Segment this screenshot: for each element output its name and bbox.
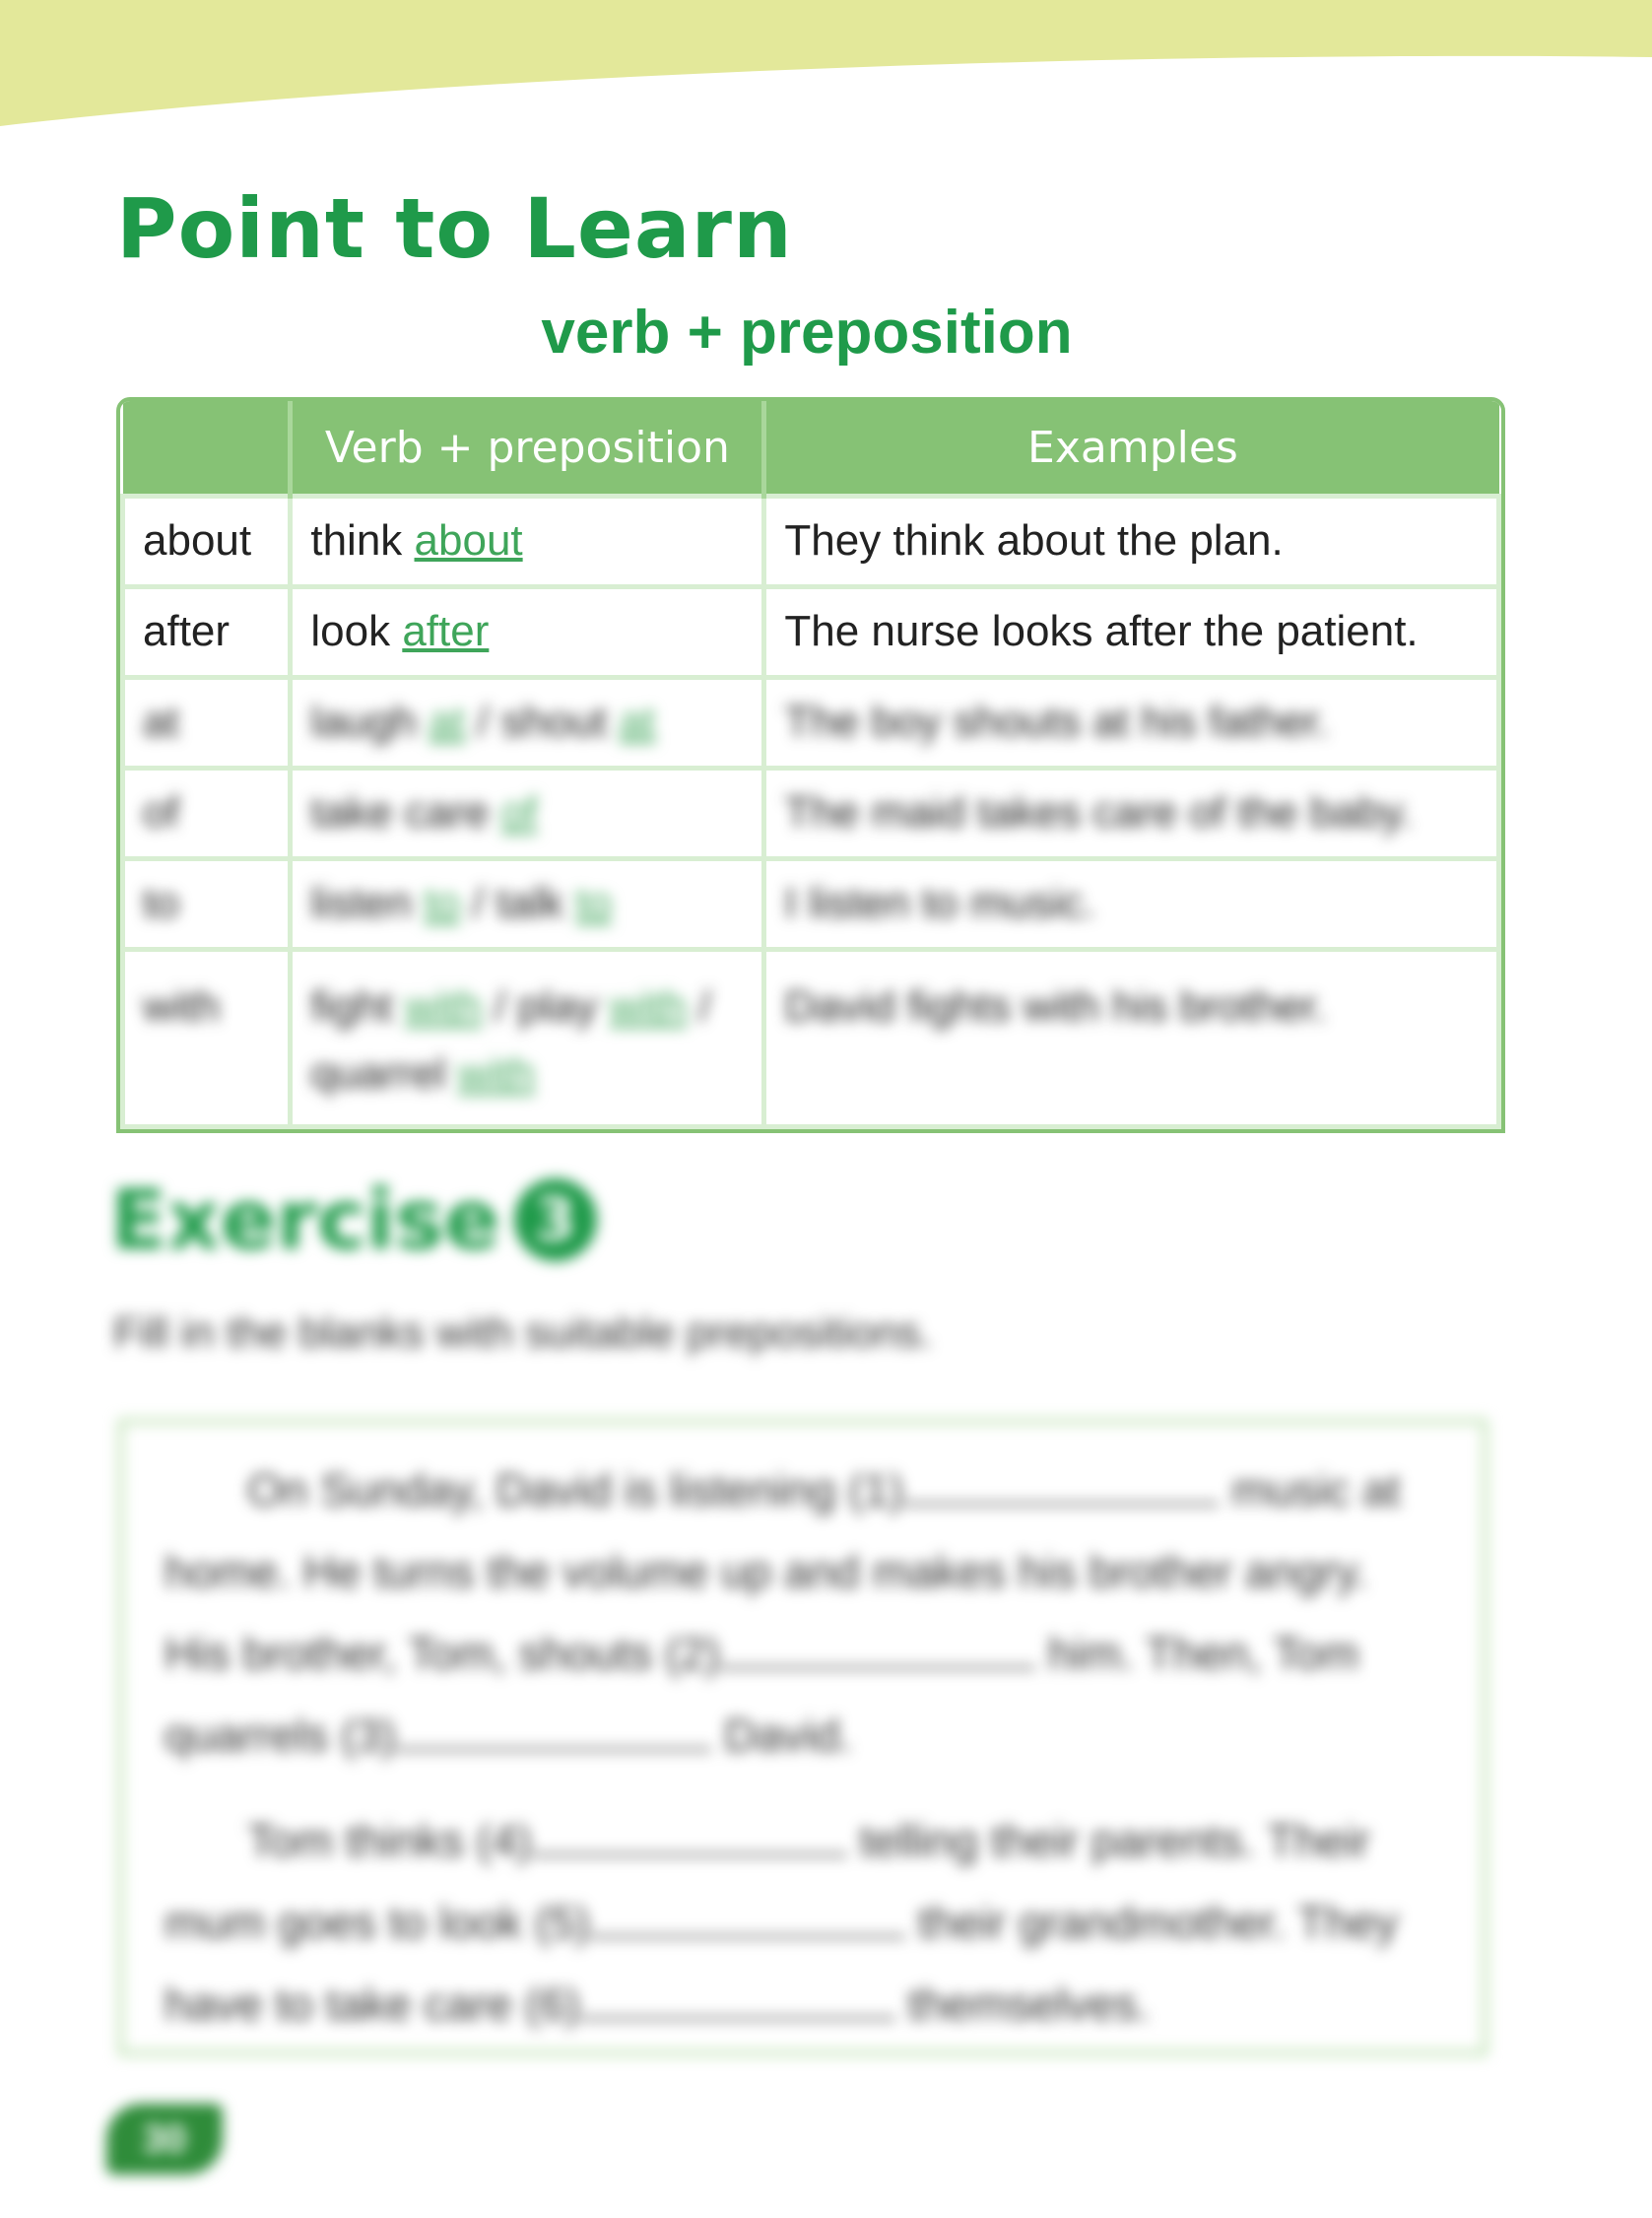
- preposition-cell: after: [123, 587, 291, 678]
- passage-text: him. Then, Tom quarrels (3): [165, 1628, 1359, 1761]
- page-subtitle: verb + preposition: [541, 299, 1073, 367]
- preposition-cell: of: [123, 769, 291, 859]
- passage-text: Tom thinks (4): [247, 1815, 532, 1866]
- example-cell: The boy shouts at his father.: [764, 678, 1499, 769]
- verb-text: listen: [310, 879, 425, 928]
- preposition-highlight: of: [500, 788, 538, 838]
- verb-text: / quarrel: [310, 982, 711, 1099]
- passage-paragraph: [165, 1449, 1439, 1777]
- verb-cell: [291, 859, 764, 950]
- decorative-top-band: [0, 0, 1652, 138]
- answer-blank-2[interactable]: [720, 1627, 1035, 1669]
- exercise-passage: [118, 1419, 1487, 2055]
- verb-text: / play: [482, 982, 610, 1031]
- preposition-highlight: with: [457, 1049, 535, 1099]
- verb-text: think: [310, 516, 415, 566]
- exercise-title: Exercise: [110, 1172, 500, 1268]
- verb-text: fight: [310, 982, 405, 1031]
- preposition-highlight: at: [429, 698, 465, 747]
- passage-text: On Sunday, David is listening (1): [247, 1464, 904, 1515]
- column-header: Verb + preposition: [291, 401, 764, 497]
- table-row: [123, 950, 1499, 1127]
- verb-text: look: [310, 607, 403, 656]
- preposition-highlight: with: [609, 982, 687, 1031]
- exercise-number-badge: 3: [514, 1178, 597, 1261]
- passage-text: themselves.: [894, 1979, 1151, 2030]
- page-number-badge: 30: [106, 2104, 223, 2175]
- preposition-highlight: at: [619, 698, 656, 747]
- column-header: [123, 401, 291, 497]
- example-cell: The nurse looks after the patient.: [764, 587, 1499, 678]
- verb-text: laugh: [310, 698, 430, 747]
- table-header-row: [123, 401, 1499, 497]
- preposition-cell: about: [123, 497, 291, 587]
- example-cell: I listen to music.: [764, 859, 1499, 950]
- preposition-highlight: with: [404, 982, 482, 1031]
- preposition-cell: at: [123, 678, 291, 769]
- preposition-cell: with: [123, 950, 291, 1127]
- table-row: [123, 678, 1499, 769]
- preposition-highlight: to: [575, 879, 613, 928]
- verb-cell: [291, 587, 764, 678]
- answer-blank-3[interactable]: [396, 1709, 711, 1751]
- table-row: [123, 859, 1499, 950]
- verb-text: take care: [310, 788, 501, 838]
- passage-paragraph: [165, 1800, 1439, 2046]
- passage-text: music at home. He turns the volume up and makes his brother angry. His brother, Tom, shouts (2): [165, 1464, 1401, 1679]
- verb-cell: [291, 950, 764, 1127]
- preposition-highlight: after: [402, 607, 490, 656]
- verb-cell: [291, 497, 764, 587]
- passage-text: their grandmother. They have to take care (6): [165, 1897, 1399, 2030]
- preposition-highlight: to: [424, 879, 461, 928]
- example-cell: The maid takes care of the baby.: [764, 769, 1499, 859]
- grammar-table: [116, 397, 1505, 1133]
- preposition-highlight: about: [414, 516, 523, 566]
- section-title: Point to Learn: [116, 180, 793, 277]
- verb-text: / shout: [464, 698, 620, 747]
- answer-blank-1[interactable]: [903, 1463, 1219, 1506]
- exercise-instructions: Fill in the blanks with suitable prepositions.: [113, 1309, 933, 1357]
- table-row: [123, 769, 1499, 859]
- preposition-cell: to: [123, 859, 291, 950]
- table-row: [123, 587, 1499, 678]
- answer-blank-6[interactable]: [580, 1978, 895, 2020]
- passage-text: telling their parents. Their mum goes to look (5): [165, 1815, 1370, 1948]
- verb-cell: [291, 769, 764, 859]
- verb-cell: [291, 678, 764, 769]
- example-cell: David fights with his brother.: [764, 950, 1499, 1127]
- exercise-heading: [110, 1172, 597, 1268]
- passage-text: David.: [711, 1710, 853, 1761]
- answer-blank-4[interactable]: [532, 1814, 847, 1856]
- example-cell: They think about the plan.: [764, 497, 1499, 587]
- column-header: Examples: [764, 401, 1499, 497]
- verb-text: / talk: [460, 879, 576, 928]
- table-row: [123, 497, 1499, 587]
- answer-blank-5[interactable]: [590, 1896, 905, 1938]
